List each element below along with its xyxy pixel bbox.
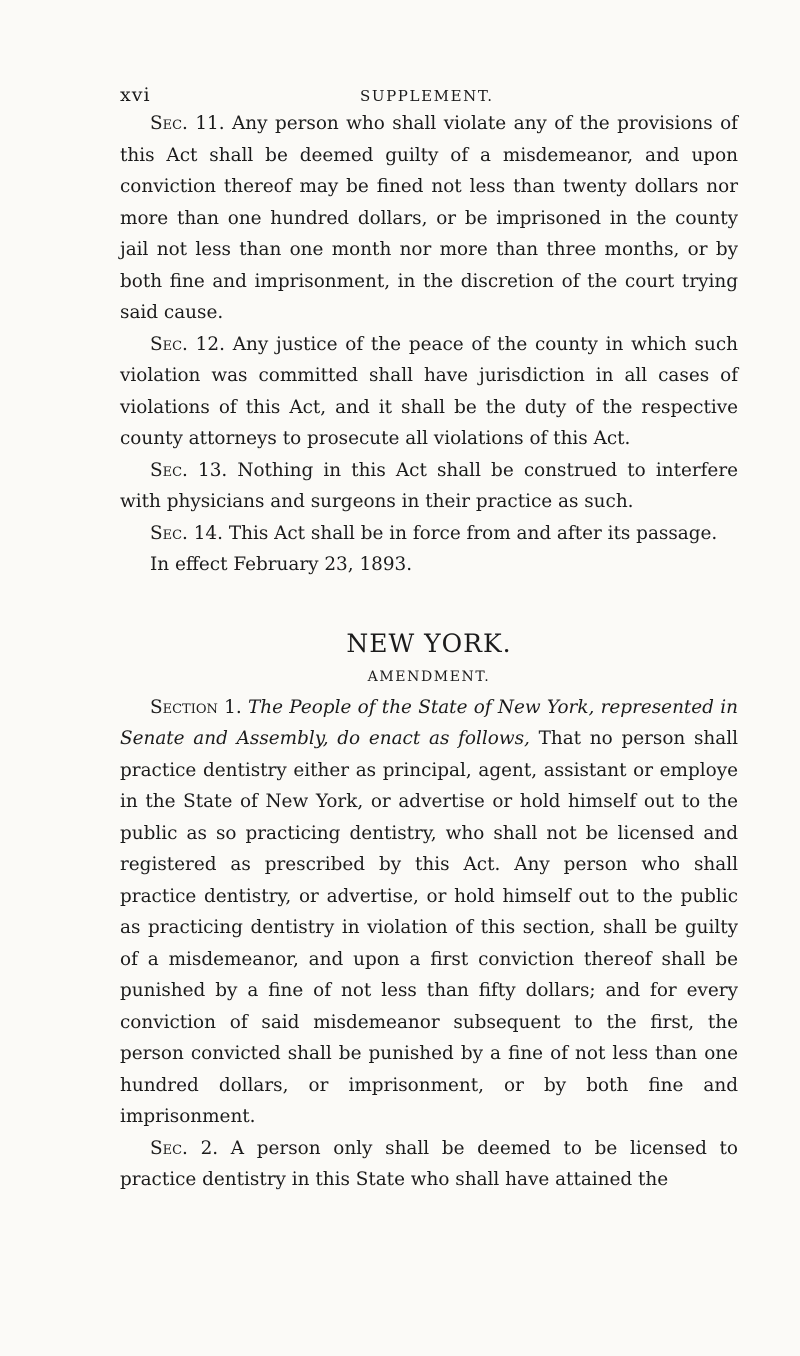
section-1 [120,692,738,1133]
section-2 [120,1133,738,1196]
section-text: A person only shall be deemed to be licensed to practice dentistry in this State who shall have attained the [120,1137,739,1190]
section-label: Sec. 13. [150,459,228,481]
section-text: Any person who shall violate any of the provisions of this Act shall be deemed guilty of a misdemeanor, and upon conviction thereof may be fined not less than twenty dollars nor more than one hundred dollars, or be imprisoned in the county jail not less than one month nor more than three months, or by both fine and imprisonment, in the discretion of the court trying said cause. [120,113,738,323]
section-text: Any justice of the peace of the county in which such violation was committed shall have jurisdiction in all cases of violations of this Act, and it shall be the duty of the respective county attorneys to prosecute all violations of this Act. [120,333,738,449]
amendment-heading: AMENDMENT. [367,668,491,685]
section-label: Sec. 14. [150,522,223,544]
running-head [120,84,740,106]
section-13 [120,455,738,518]
section-label: Sec. 2. [150,1137,219,1159]
section-text: This Act shall be in force from and after its passage. [222,522,718,544]
state-heading: NEW YORK. [346,628,512,658]
page-number: xvi [120,84,151,106]
section-label: Sec. 11. [150,113,225,134]
section-text: That no person shall practice dentistry either as principal, agent, assistant or employe in the State of New York, or advertise or hold himself out to the public as so practicing dentistry, who shall not be licensed and registered as prescribed by this Act. Any person who shall practice dentistry, or advertise, or hold himself out to the public as practicing dentistry in violation of this section, shall be guilty of a misdemeanor, and upon a first conviction thereof shall be punished by a fine of not less than fifty dollars; and for every conviction of said misdemeanor subsequent to the first, the person convicted shall be punished by a fine of not less than one hundred dollars, or imprisonment, or by both fine and imprisonment. [120,728,738,1127]
section-14 [120,518,738,550]
section-label: Sec. 12. [150,333,225,355]
section-12 [120,329,738,455]
section-label: Section 1. [150,696,242,718]
section-11 [120,108,738,329]
running-title: SUPPLEMENT. [360,87,494,105]
section-text: Nothing in this Act shall be construed to interfere with physicians and surgeons in their practice as such. [120,459,738,512]
enacting-clause: The People of the State of New York, represented in Senate and Assembly, do enact as follows, [120,696,738,749]
effective-date-note: In effect February 23, 1893. [150,554,413,575]
body-text [120,108,738,1196]
